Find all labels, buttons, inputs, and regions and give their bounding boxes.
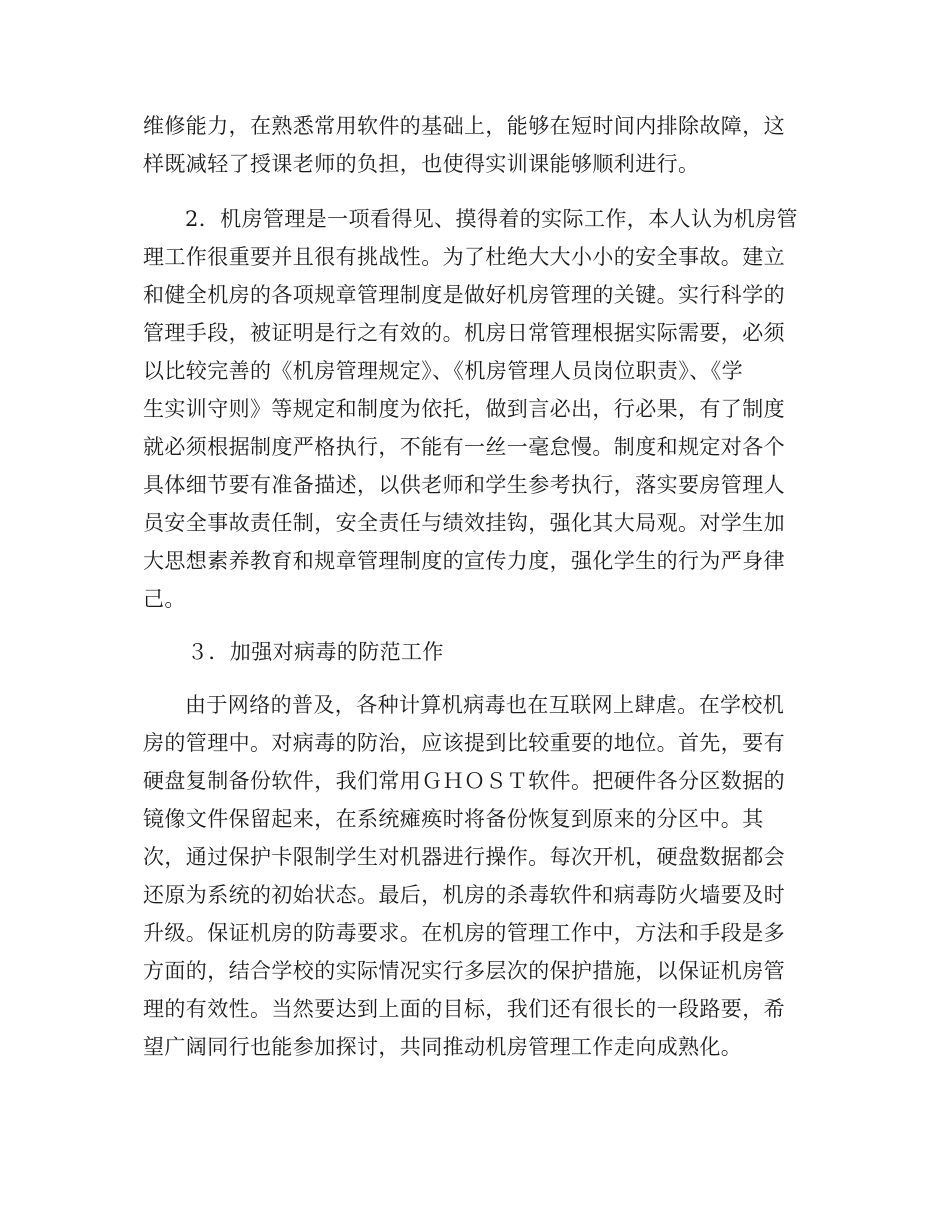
text-line: 次，通过保护卡限制学生对机器进行操作。每次开机，硬盘数据都会 <box>143 845 785 869</box>
text-line: 还原为系统的初始状态。最后，机房的杀毒软件和病毒防火墙要及时 <box>143 883 785 907</box>
text-line: 具体细节要有准备描述，以供老师和学生参考执行，落实要房管理人 <box>143 473 785 497</box>
text-line: 己。 <box>143 587 186 611</box>
text-line: 升级。保证机房的防毒要求。在机房的管理工作中，方法和手段是多 <box>143 921 785 945</box>
text-line: 房的管理中。对病毒的防治，应该提到比较重要的地位。首先，要有 <box>143 731 785 755</box>
text-line: 以比较完善的《机房管理规定》、《机房管理人员岗位职责》、《学 <box>143 359 743 383</box>
text-line: 方面的，结合学校的实际情况实行多层次的保护措施，以保证机房管 <box>143 959 785 983</box>
text-line: 样既减轻了授课老师的负担，也使得实训课能够顺利进行。 <box>143 152 700 176</box>
text-line: 镜像文件保留起来，在系统瘫痪时将备份恢复到原来的分区中。其 <box>143 807 764 831</box>
text-line: 硬盘复制备份软件，我们常用ＧＨＯＳＴ软件。把硬件各分区数据的 <box>143 769 785 793</box>
paragraph-2-first-line: 2．机房管理是一项看得见、摸得着的实际工作，本人认为机房管 <box>185 207 798 231</box>
text-line: 管理手段，被证明是行之有效的。机房日常管理根据实际需要，必须 <box>143 321 785 345</box>
text-line: 就必须根据制度严格执行，不能有一丝一毫怠慢。制度和规定对各个 <box>143 435 785 459</box>
text-line: 员安全事故责任制，安全责任与绩效挂钩，强化其大局观。对学生加 <box>143 511 785 535</box>
text-line: 望广阔同行也能参加探讨，共同推动机房管理工作走向成熟化。 <box>143 1035 743 1059</box>
text-line: 理的有效性。当然要达到上面的目标，我们还有很长的一段路要，希 <box>143 997 785 1021</box>
text-line: 大思想素养教育和规章管理制度的宣传力度，强化学生的行为严身律 <box>143 549 785 573</box>
section-heading: ３．加强对病毒的防范工作 <box>187 640 444 664</box>
text-line: 理工作很重要并且很有挑战性。为了杜绝大大小小的安全事故。建立 <box>143 245 785 269</box>
text-line: 生实训守则》等规定和制度为依托，做到言必出，行必果，有了制度 <box>143 397 785 421</box>
text-line: 和健全机房的各项规章管理制度是做好机房管理的关键。实行科学的 <box>143 283 785 307</box>
paragraph-3-first-line: 由于网络的普及，各种计算机病毒也在互联网上肆虐。在学校机 <box>185 693 785 717</box>
text-line: 维修能力，在熟悉常用软件的基础上，能够在短时间内排除故障，这 <box>143 114 785 138</box>
